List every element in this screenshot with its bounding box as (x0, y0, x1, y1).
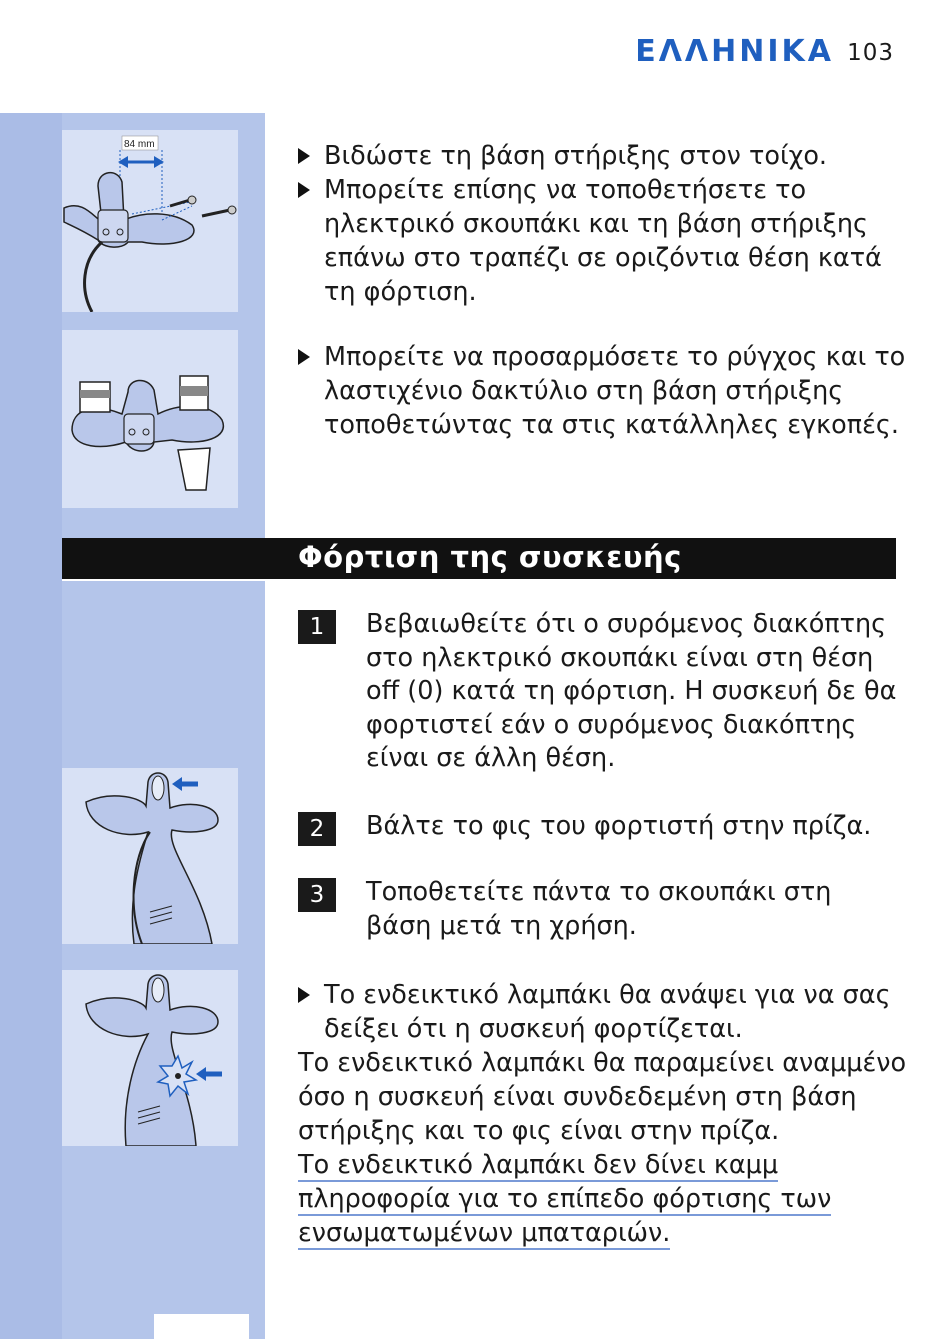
step-text: Τοποθετείτε πάντα το σκουπάκι στη βάση μετά τη χρήση. (366, 877, 832, 941)
bottom-tab (154, 1314, 249, 1339)
mounting-instructions (298, 139, 908, 309)
bullet-item (298, 139, 908, 173)
figure-switch-off (62, 768, 238, 944)
indicator-note-text: Το ενδεικτικό λαμπάκι δεν δίνει καμμ πληροφορία για το επίπεδο φόρτισης των ενσωματωμένων μπαταριών. (298, 1150, 832, 1248)
figure-indicator-light (62, 970, 238, 1146)
step-number: 1 (298, 610, 336, 644)
bullet-marker (298, 148, 310, 164)
dimension-label: 84 mm (124, 139, 155, 150)
bullet-text: Το ενδεικτικό λαμπάκι θα ανάψει για να σας δείξει ότι η συσκευή φορτίζεται. (324, 980, 891, 1044)
step-3 (298, 876, 898, 943)
bullet-item (298, 173, 908, 309)
bullet-item (298, 978, 908, 1046)
bullet-marker (298, 987, 310, 1003)
step-number: 3 (298, 878, 336, 912)
page-number: 103 (847, 40, 894, 66)
bullet-text: Βιδώστε τη βάση στήριξης στον τοίχο. (324, 141, 828, 171)
figure-nozzle-ring (62, 330, 238, 508)
bullet-marker (298, 182, 310, 198)
language-header: ΕΛΛΗΝΙΚΑ (635, 34, 834, 69)
figure-wall-mount (62, 130, 238, 312)
step-text: Βάλτε το φις του φορτιστή στην πρίζα. (366, 811, 872, 841)
indicator-note (298, 1148, 908, 1250)
step-1 (298, 608, 898, 776)
wall-mount-illustration (62, 130, 238, 312)
section-heading-bar (62, 538, 896, 581)
switch-illustration (62, 768, 238, 944)
bullet-text: Μπορείτε να προσαρμόσετε το ρύγχος και το λαστιχένιο δακτύλιο στη βάση στήριξης τοποθετώντας τα στις κατάλληλες εγκοπές. (324, 342, 906, 440)
step-text: Βεβαιωθείτε ότι ο συρόμενος διακόπτης στο ηλεκτρικό σκουπάκι είναι στη θέση off (0) κατά τη φόρτιση. Η συσκευή δε θα φορτιστεί εάν ο συρόμενος διακόπτης είναι σε άλλη θέση. (366, 609, 897, 773)
bullet-item (298, 340, 908, 442)
bullet-text: Μπορείτε επίσης να τοποθετήσετε το ηλεκτρικό σκουπάκι και τη βάση στήριξης επάνω στο τραπέζι σε οριζόντια θέση κατά τη φόρτιση. (324, 175, 882, 307)
indicator-light-illustration (62, 970, 238, 1146)
indicator-section (298, 978, 908, 1250)
indicator-paragraph: Το ενδεικτικό λαμπάκι θα παραμείνει αναμμένο όσο η συσκευή είναι συνδεδεμένη στη βάση στήριξης και το φις είναι στην πρίζα. (298, 1048, 907, 1146)
step-number: 2 (298, 812, 336, 846)
sidebar-margin (0, 113, 62, 1339)
nozzle-ring-illustration (62, 330, 238, 508)
section-title: Φόρτιση της συσκευής (298, 540, 682, 574)
step-2 (298, 810, 898, 844)
bullet-marker (298, 349, 310, 365)
nozzle-instructions (298, 340, 908, 442)
